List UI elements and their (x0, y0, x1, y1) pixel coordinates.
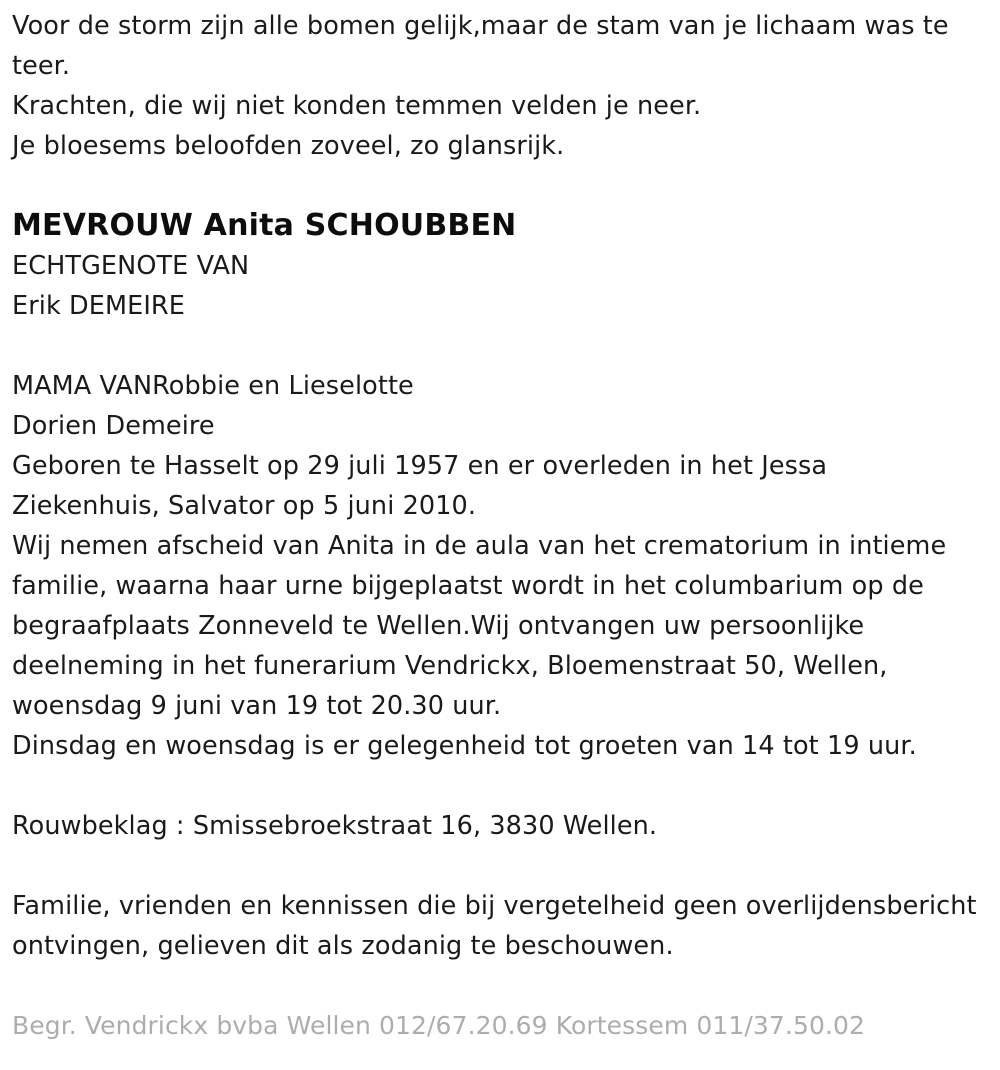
spacer-after-condolences (12, 846, 992, 886)
ceremony-paragraph: Wij nemen afscheid van Anita in de aula van het crematorium in intieme familie, waarna haar urne bijgeplaatst wordt in het columbarium op de begraafplaats Zonneveld te Wellen.Wij ontvangen uw persoonlijke deelneming in het funerarium Vendrickx, Bloemenstraat 50, Wellen, woensdag 9 juni van 19 tot 20.30 uur. (12, 531, 955, 721)
poem-line-1: Voor de storm zijn alle bomen gelijk,maar de stam van je lichaam was te teer. (12, 11, 957, 81)
spouse-label: ECHTGENOTE VAN (12, 251, 250, 281)
poem-line-3: Je bloesems beloofden zoveel, zo glansrijk. (12, 131, 565, 161)
spacer-before-footer (12, 966, 992, 1006)
general-notice-paragraph: Familie, vrienden en kennissen die bij vergetelheid geen overlijdensbericht ontvingen, gelieven dit als zodanig te beschouwen. (12, 891, 985, 961)
birth-death-line-2: Ziekenhuis, Salvator op 5 juni 2010. (12, 491, 477, 521)
children-continued: Dorien Demeire (12, 411, 215, 441)
spacer-after-deceased (12, 326, 992, 366)
undertaker-contact-line: Begr. Vendrickx bvba Wellen 012/67.20.69 Kortessem 011/37.50.02 (12, 1011, 866, 1040)
deceased-name: MEVROUW Anita SCHOUBBEN (12, 208, 517, 243)
condolence-address-line: Rouwbeklag : Smissebroekstraat 16, 3830 Wellen. (12, 811, 658, 841)
spacer-after-poem (12, 166, 992, 206)
footer-section (12, 1006, 992, 1046)
general-notice-section (12, 886, 992, 966)
life-dates-section (12, 446, 992, 526)
deceased-section (12, 206, 992, 326)
birth-death-line-1: Geboren te Hasselt op 29 juli 1957 en er overleden in het Jessa (12, 451, 828, 481)
poem-section (12, 6, 992, 166)
arrangements-section (12, 526, 992, 766)
spouse-name: Erik DEMEIRE (12, 291, 185, 321)
condolences-section (12, 806, 992, 846)
poem-line-2: Krachten, die wij niet konden temmen velden je neer. (12, 91, 702, 121)
spacer-after-arrangements (12, 766, 992, 806)
children-label: MAMA VANRobbie en Lieselotte (12, 371, 414, 401)
visiting-hours-line: Dinsdag en woensdag is er gelegenheid tot groeten van 14 tot 19 uur. (12, 731, 917, 761)
family-section (12, 366, 992, 446)
